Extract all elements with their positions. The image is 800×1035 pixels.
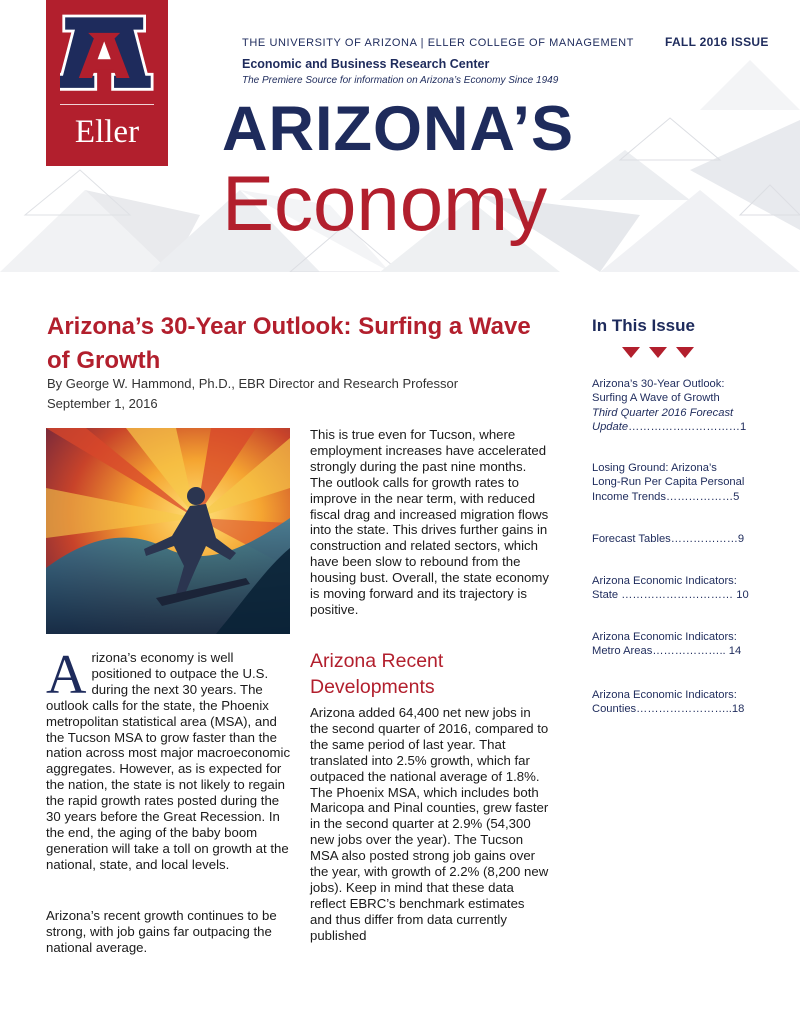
eller-wordmark: Eller [74,114,140,150]
toc-item-indicators-metro[interactable]: Arizona Economic Indicators: Metro Areas……………….. 14 [592,631,742,658]
university-line: THE UNIVERSITY OF ARIZONA | ELLER COLLEGE OF MANAGEMENT [242,37,635,49]
toc-page-number: 5 [733,490,740,503]
toc-item-indicators-state[interactable]: Arizona Economic Indicators: State ………………………… 10 [592,575,749,602]
toc-page-number: 1 [739,421,747,434]
article-paragraph-1 [46,644,292,873]
toc-page-number: 9 [737,533,745,545]
eller-logo [46,0,168,166]
center-tagline: The Premiere Source for information on Arizona’s Economy Since 1949 [242,75,559,86]
surfer-image [46,428,290,634]
triangle-arrows-icon [622,347,698,366]
article-title: Arizona’s 30-Year Outlook: Surfing a Wave of Growth [47,313,531,374]
section-heading-recent-developments: Arizona Recent Developments [310,650,444,698]
block-a-logo-icon [60,14,154,100]
article-paragraph-4: Arizona added 64,400 net new jobs in the second quarter of 2016, compared to the same period of last year. That translated into 2.5% growth, which far outpaced the national average of 1.8%. The Phoenix MSA, which includes both Maricopa and Pinal counties, grew faster in the second quarter at 2.9% (54,300 new jobs over the year). The Tucson MSA also posted strong job gains over the year, with growth of 2.2% (8,200 new jobs). Keep in mind that these data reflect EBRC’s benchmark estimates and thus differ from data currently published [310,705,549,943]
article-date: September 1, 2016 [47,396,158,411]
article-byline: By George W. Hammond, Ph.D., EBR Director and Research Professor [47,376,459,391]
drop-cap: A [46,644,87,706]
in-this-issue-title: In This Issue [592,316,695,335]
masthead-title-line1: ARIZONA’S [222,94,575,164]
surfer-flag-photo [46,428,290,634]
toc-item-outlook[interactable]: Arizona’s 30-Year Outlook: Surfing A Wave of Growth Third Quarter 2016 Forecast Update…………………………1 [592,378,747,434]
masthead-title-line2: Economy [222,159,548,247]
toc-item-losing-ground[interactable]: Losing Ground: Arizona’s Long-Run Per Capita Personal Income Trends………………5 [592,462,745,503]
issue-label: FALL 2016 ISSUE [665,35,769,49]
article-paragraph-2: Arizona’s recent growth continues to be strong, with job gains far outpacing the national average. [46,908,277,955]
toc-page-number: 14 [728,645,742,658]
toc-item-indicators-counties[interactable]: Arizona Economic Indicators: Counties……………………..18 [592,689,745,716]
center-name: Economic and Business Research Center [242,57,490,71]
toc-page-number: 10 [736,589,749,602]
toc-page-number: 18 [731,703,745,716]
toc-item-forecast-tables[interactable]: Forecast Tables………………9 [592,533,745,545]
article-paragraph-3: This is true even for Tucson, where employment increases have accelerated strongly during the past nine months. The outlook calls for growth rates to improve in the near term, with reduced fiscal drag and increased migration flows into the state. This drives further gains in construction and related sectors, which have been slow to rebound from the housing bust. Overall, the state economy is moving forward and its trajectory is positive. [310,427,549,617]
article-paragraph-1-text: rizona’s economy is well positioned to outpace the U.S. during the next 30 years. The outlook calls for the state, the Phoenix metropolitan statistical area (MSA), and the Tucson MSA to grow faster than the nation across most major macroeconomic aggregates. However, as is expected for the nation, the state is not likely to regain the rapid growth rates posted during the 30 years before the Great Recession. In the end, the aging of the baby boom generation will take a toll on growth at the national, state, and local levels. [46,650,291,872]
